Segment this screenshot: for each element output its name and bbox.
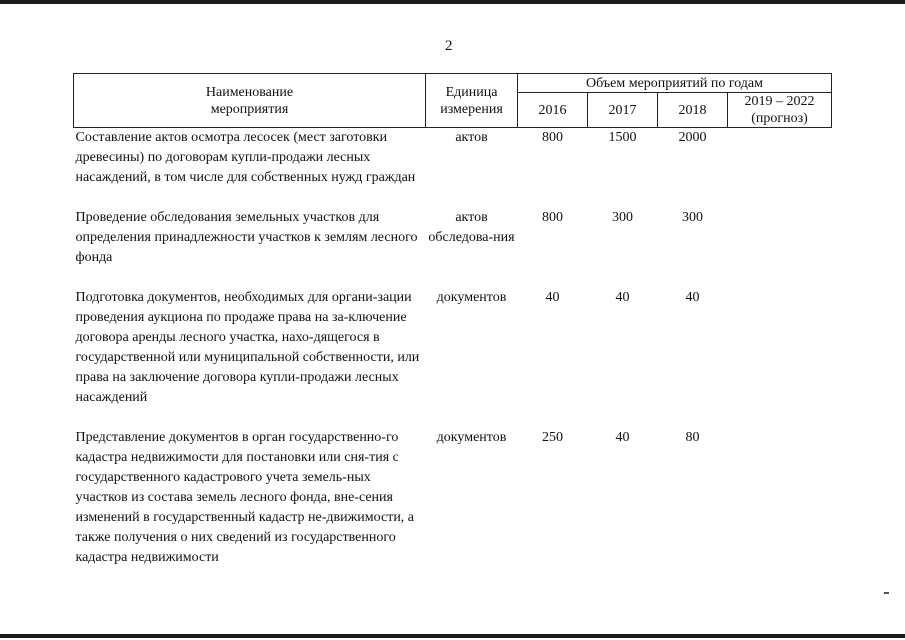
header-name: Наименование мероприятия [74, 74, 426, 128]
header-year-forecast: 2019 – 2022 (прогноз) [728, 93, 832, 128]
scan-bottom-border [0, 634, 905, 638]
table-row [74, 288, 832, 408]
scan-speck [884, 592, 889, 594]
row-value-2018: 2000 [678, 130, 707, 145]
header-unit: Единица измерения [426, 74, 518, 128]
table-row [74, 208, 832, 268]
row-value-2018: 300 [682, 210, 703, 225]
row-unit: документов [436, 430, 507, 445]
row-value-2018: 40 [685, 290, 700, 305]
row-name: Подготовка документов, необходимых для органи-зации проведения аукциона по продаже права на за-ключение договора аренды лесного участка, нахо-дящегося в государственной или муниципальной собственности, или права на заключение договора купли-продажи лесных насаждений [75, 290, 420, 405]
row-value-2016: 40 [545, 290, 560, 305]
row-value-2018: 80 [685, 430, 700, 445]
page-number: 2 [445, 38, 453, 54]
header-years-group: Объем мероприятий по годам [518, 74, 832, 93]
row-value-2017: 1500 [608, 130, 637, 145]
row-value-forecast [728, 428, 832, 568]
scan-top-border [0, 0, 905, 4]
row-value-forecast [728, 128, 832, 189]
header-year-2016: 2016 [518, 93, 588, 128]
row-name: Проведение обследования земельных участков для определения принадлежности участков к землям лесного фонда [75, 210, 418, 265]
row-unit: документов [436, 290, 507, 305]
header-year-2017: 2017 [588, 93, 658, 128]
row-value-2016: 800 [542, 130, 563, 145]
header-year-2018: 2018 [658, 93, 728, 128]
row-value-forecast [728, 208, 832, 268]
row-value-2017: 40 [615, 430, 630, 445]
row-value-2017: 40 [615, 290, 630, 305]
activities-table [73, 73, 832, 568]
table-row [74, 128, 832, 189]
table-row [74, 428, 832, 568]
row-name: Представление документов в орган государственно-го кадастра недвижимости для постановки или сня-тия с государственного кадастрового учета земель-ных участков из состава земель лесного фонда, вне-сения изменений в государственный кадастр не-движимости, а также получения о них сведений из государственного кадастра недвижимости [75, 430, 415, 565]
row-value-2016: 800 [542, 210, 563, 225]
row-value-forecast [728, 288, 832, 408]
row-unit: актов [455, 130, 488, 145]
row-value-2016: 250 [542, 430, 563, 445]
row-unit: актов обследова-ния [428, 210, 515, 245]
row-name: Составление актов осмотра лесосек (мест заготовки древесины) по договорам купли-продажи лесных насаждений, в том числе для собственных нужд граждан [75, 130, 416, 185]
row-value-2017: 300 [612, 210, 633, 225]
